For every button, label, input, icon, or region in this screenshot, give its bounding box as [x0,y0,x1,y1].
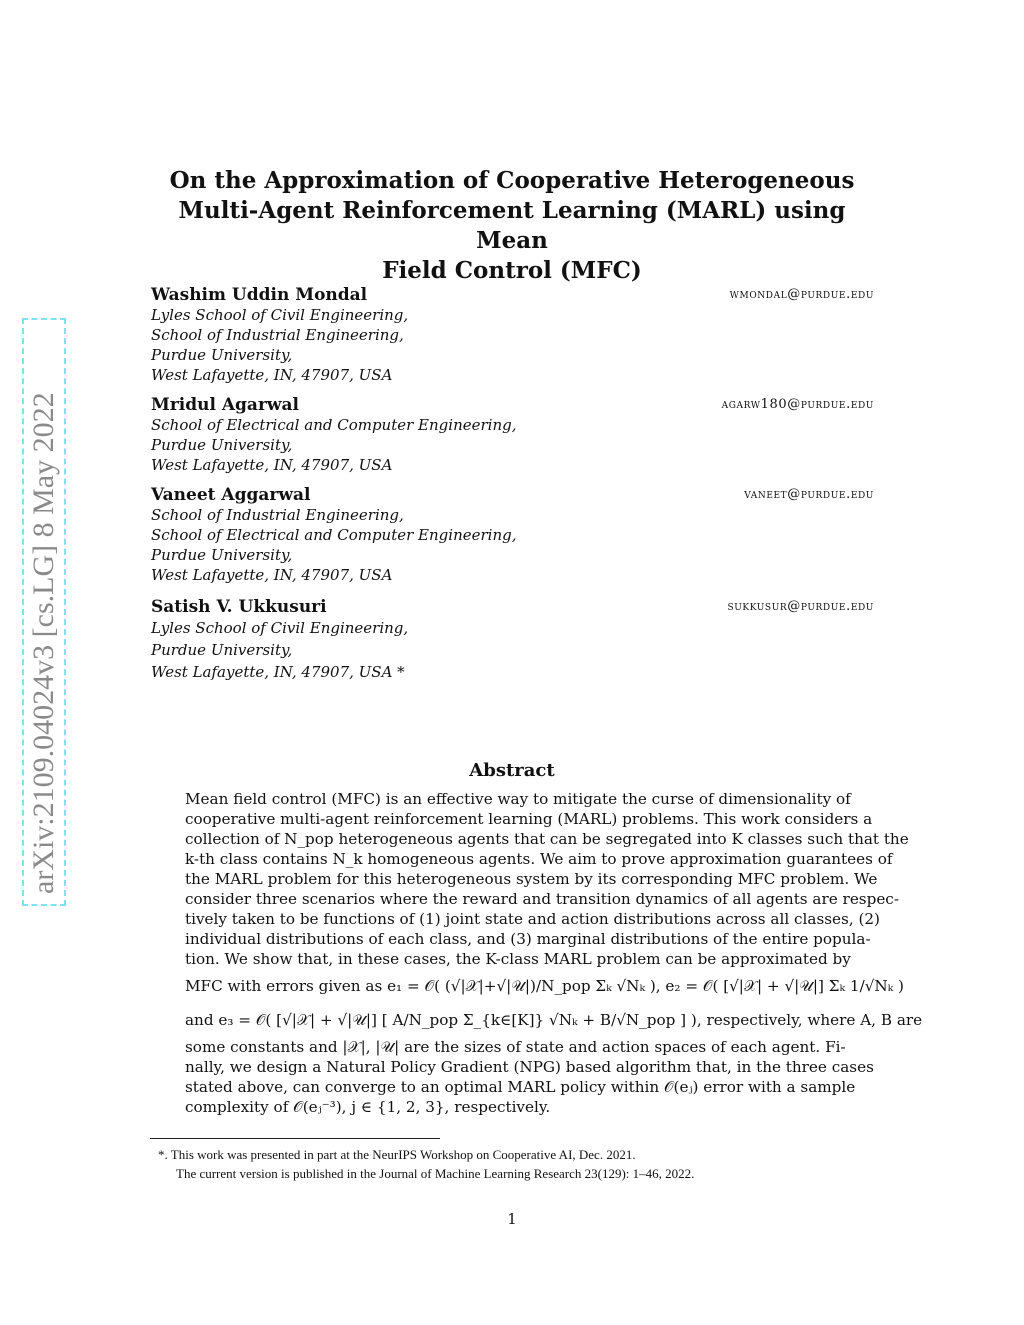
title-line-3: Field Control (MFC) [382,257,642,284]
abstract-line: collection of N_pop heterogeneous agents that can be segregated into K classes such that the [185,830,909,848]
abstract-line: the MARL problem for this heterogeneous system by its corresponding MFC problem. We [185,870,878,888]
abstract-line: Mean field control (MFC) is an effective way to mitigate the curse of dimensionality of [185,790,851,808]
author-name: Washim Uddin Mondal [151,285,368,305]
author-email[interactable]: wmondal@purdue.edu [729,287,874,302]
affiliation-line: School of Industrial Engineering, [151,326,404,344]
affiliation-line: Purdue University, [151,546,293,564]
page-number: 1 [507,1210,517,1228]
affiliation-line: West Lafayette, IN, 47907, USA * [151,663,405,681]
author-email[interactable]: agarw180@purdue.edu [721,397,874,412]
affiliation-line: School of Electrical and Computer Engineering, [151,526,517,544]
author-email[interactable]: vaneet@purdue.edu [744,487,874,502]
arxiv-stamp: arXiv:2109.04024v3 [cs.LG] 8 May 2022 [27,392,60,894]
author-email[interactable]: sukkusur@purdue.edu [727,599,874,614]
abstract-line: complexity of 𝒪(eⱼ⁻³), j ∈ {1, 2, 3}, respectively. [185,1098,551,1116]
affiliation-line: West Lafayette, IN, 47907, USA [151,566,393,584]
affiliation-line: West Lafayette, IN, 47907, USA [151,366,393,384]
affiliation-line: Lyles School of Civil Engineering, [151,619,409,637]
affiliation-line: Purdue University, [151,641,293,659]
affiliation-line: Lyles School of Civil Engineering, [151,306,409,324]
abstract-body [185,789,923,1117]
footnote [158,1145,878,1183]
footnote-line: The current version is published in the Journal of Machine Learning Research 23(129): 1–46, 2022. [176,1166,695,1181]
affiliation-line: School of Electrical and Computer Engineering, [151,416,517,434]
footnote-rule [150,1138,440,1139]
abstract-heading: Abstract [469,760,555,781]
author-block [151,485,874,585]
affiliation-line: School of Industrial Engineering, [151,506,404,524]
abstract-equation-line: MFC with errors given as e₁ = 𝒪( (√|𝒳|+√|𝒰|)/N_pop Σₖ √Nₖ ), e₂ = 𝒪( [√|𝒳| + √|𝒰|] Σₖ 1/√Nₖ ) [185,977,904,995]
abstract-line: individual distributions of each class, and (3) marginal distributions of the entire popula- [185,930,871,948]
author-block [151,285,874,385]
abstract-line: tion. We show that, in these cases, the K-class MARL problem can be approximated by [185,950,851,968]
paper-title [150,166,874,286]
abstract-line: some constants and |𝒳|, |𝒰| are the sizes of state and action spaces of each agent. Fi- [185,1038,846,1056]
abstract-line: consider three scenarios where the reward and transition dynamics of all agents are respec- [185,890,899,908]
author-name: Satish V. Ukkusuri [151,597,327,617]
affiliation-line: Purdue University, [151,346,293,364]
title-line-1: On the Approximation of Cooperative Heterogeneous [169,167,855,194]
author-block [151,597,874,683]
abstract-line: k-th class contains N_k homogeneous agents. We aim to prove approximation guarantees of [185,850,893,868]
author-block [151,395,874,475]
title-line-2: Multi-Agent Reinforcement Learning (MARL) using Mean [178,197,846,254]
abstract-line: tively taken to be functions of (1) joint state and action distributions across all classes, (2) [185,910,880,928]
affiliation-line: West Lafayette, IN, 47907, USA [151,456,393,474]
affiliation-line: Purdue University, [151,436,293,454]
footnote-line: *. This work was presented in part at the NeurIPS Workshop on Cooperative AI, Dec. 2021. [158,1147,636,1162]
abstract-equation-line: and e₃ = 𝒪( [√|𝒳| + √|𝒰|] [ A/N_pop Σ_{k∈[K]} √Nₖ + B/√N_pop ] ), respectively, where A, B are [185,1011,923,1029]
abstract-line: nally, we design a Natural Policy Gradient (NPG) based algorithm that, in the three cases [185,1058,874,1076]
author-name: Vaneet Aggarwal [151,485,311,505]
abstract-line: cooperative multi-agent reinforcement learning (MARL) problems. This work considers a [185,810,873,828]
abstract-line: stated above, can converge to an optimal MARL policy within 𝒪(eⱼ) error with a sample [185,1078,856,1096]
author-name: Mridul Agarwal [151,395,300,415]
